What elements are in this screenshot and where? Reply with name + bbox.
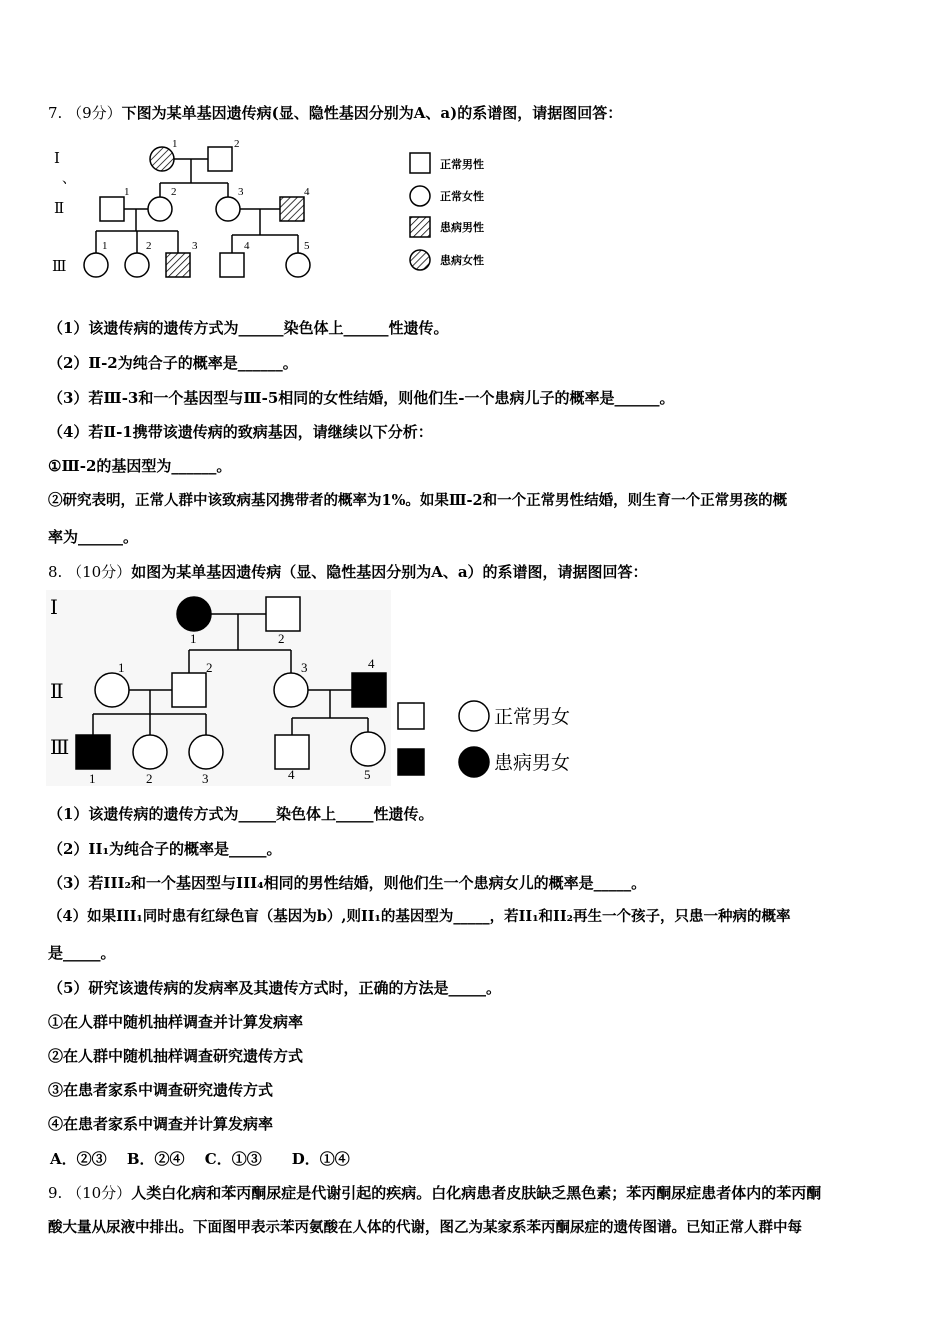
q8-num: 1 <box>118 660 125 675</box>
q7-legend-normal-female-icon <box>410 186 430 206</box>
q7-header: 7. （9分）下图为某单基因遗传病(显、隐性基因分别为A、a)的系谱图，请据图回答： <box>48 104 623 122</box>
q7-II3-normal-female <box>216 197 240 221</box>
q8-gen-II: Ⅱ <box>50 681 64 703</box>
q7-line: ①Ⅲ-2的基因型为______。 <box>48 457 232 475</box>
q7-line: （3）若Ⅲ-3和一个基因型与Ⅲ-5相同的女性结婚，则他们生-一个患病儿子的概率是______。 <box>48 389 675 407</box>
q7-II2-normal-female <box>148 197 172 221</box>
q8-num: 1 <box>190 631 197 646</box>
q8-option-statement: ②在人群中随机抽样调查研究遗传方式 <box>48 1047 304 1065</box>
q8-I2-normal-male <box>266 597 300 631</box>
q8-III2-normal-female <box>133 735 167 769</box>
q8-III3-normal-female <box>189 735 223 769</box>
q8-line: （1）该遗传病的遗传方式为_____染色体上_____性遗传。 <box>48 805 434 823</box>
q7-II1-normal-male <box>100 197 124 221</box>
q8-legend-label: 正常男女 <box>494 707 571 728</box>
q7-pedigree <box>48 135 508 285</box>
q8-gen-I: Ⅰ <box>50 597 58 619</box>
q8-legend-normal-male-icon <box>398 703 424 729</box>
q8-num: 3 <box>301 660 308 675</box>
q7-legend-normal-male-icon <box>410 153 430 173</box>
q7-num: 3 <box>192 240 198 252</box>
q7-mark: 、 <box>62 172 76 187</box>
q8-line: （2）II₁为纯合子的概率是_____。 <box>48 840 282 858</box>
q8-I1-affected-female <box>177 597 211 631</box>
q8-II2-normal-male <box>172 673 206 707</box>
q8-legend-normal-female-icon <box>459 701 489 731</box>
q7-legend-label: 正常男性 <box>440 159 484 171</box>
q7-legend-label: 患病女性 <box>440 255 484 267</box>
q8-num: 1 <box>89 771 96 786</box>
q8-line: （3）若III₂和一个基因型与III₄相同的男性结婚，则他们生一个患病女儿的概率是_____。 <box>48 874 647 892</box>
q7-II4-affected-male <box>280 197 304 221</box>
q7-III4-normal-male <box>220 253 244 277</box>
q7-gen-II: Ⅱ <box>54 201 65 217</box>
q7-III1-normal-female <box>84 253 108 277</box>
q7-num: 2 <box>234 138 240 150</box>
q8-answer-choices: A．②③ B．②④ C．①③ D．①④ <box>50 1150 350 1168</box>
q7-line: （2）Ⅱ-2为纯合子的概率是______。 <box>48 354 298 372</box>
q8-num: 2 <box>146 771 153 786</box>
q7-legend-affected-female-icon <box>410 250 430 270</box>
q8-num: 3 <box>202 771 209 786</box>
q8-III4-normal-male <box>275 735 309 769</box>
q7-I2-normal-male <box>208 147 232 171</box>
q8-legend-affected-female-icon <box>459 747 489 777</box>
q8-III1-affected-male <box>76 735 110 769</box>
q8-num: 5 <box>364 767 371 782</box>
q7-num: 1 <box>172 138 178 150</box>
q7-gen-I: Ⅰ <box>54 151 60 167</box>
q8-III5-normal-female <box>351 732 385 766</box>
q8-option-statement: ①在人群中随机抽样调查并计算发病率 <box>48 1013 304 1031</box>
q8-option-statement: ④在患者家系中调查并计算发病率 <box>48 1115 274 1133</box>
q7-num: 5 <box>304 240 310 252</box>
q7-legend-affected-male-icon <box>410 217 430 237</box>
q7-num: 3 <box>238 186 244 198</box>
q7-III2-normal-female <box>125 253 149 277</box>
q8-line: （4）如果III₁同时患有红绿色盲（基因为b）,则II₁的基因型为_____，若II₁和II₂再生一个孩子，只患一种病的概率 <box>48 908 791 925</box>
q8-num: 2 <box>206 660 213 675</box>
q8-pedigree <box>46 590 586 786</box>
q7-num: 2 <box>146 240 152 252</box>
q8-num: 2 <box>278 631 285 646</box>
q7-line: 率为______。 <box>48 528 139 546</box>
q7-line: ②研究表明，正常人群中该致病基冈携带者的概率为1%。如果Ⅲ-2和一个正常男性结婚，则生育一个正常男孩的概 <box>48 492 788 509</box>
q7-legend-label: 患病男性 <box>440 222 484 234</box>
q8-legend-affected-male-icon <box>398 749 424 775</box>
q8-II4-affected-male <box>352 673 386 707</box>
q8-gen-III: Ⅲ <box>50 737 70 759</box>
q9-line: 酸大量从尿液中排出。下面图甲表示苯丙氨酸在人体的代谢，图乙为某家系苯丙酮尿症的遗传图谱。已知正常人群中每 <box>48 1219 802 1236</box>
q8-line: 是_____。 <box>48 944 116 962</box>
q7-num: 1 <box>124 186 130 198</box>
q7-legend-label: 正常女性 <box>440 191 484 203</box>
q7-num: 4 <box>244 240 250 252</box>
q7-gen-III: Ⅲ <box>52 259 67 275</box>
q9-header: 9. （10分）人类白化病和苯丙酮尿症是代谢引起的疾病。白化病患者皮肤缺乏黑色素；苯丙酮尿症患者体内的苯丙酮 <box>48 1184 822 1202</box>
q7-line: （1）该遗传病的遗传方式为______染色体上______性遗传。 <box>48 319 449 337</box>
q8-option-statement: ③在患者家系中调查研究遗传方式 <box>48 1081 274 1099</box>
q8-header: 8. （10分）如图为某单基因遗传病（显、隐性基因分别为A、a）的系谱图，请据图回答： <box>48 563 648 581</box>
q8-num: 4 <box>368 656 375 671</box>
q7-III5-normal-female <box>286 253 310 277</box>
q8-num: 4 <box>288 767 295 782</box>
q7-num: 2 <box>171 186 177 198</box>
q8-legend-label: 患病男女 <box>494 753 571 774</box>
q8-II3-normal-female <box>274 673 308 707</box>
q7-III3-affected-male <box>166 253 190 277</box>
q7-I1-affected-female <box>150 147 174 171</box>
q8-line: （5）研究该遗传病的发病率及其遗传方式时，正确的方法是_____。 <box>48 979 501 997</box>
q8-II1-normal-female <box>95 673 129 707</box>
q7-line: （4）若Ⅱ-1携带该遗传病的致病基因，请继续以下分析： <box>48 423 433 441</box>
q7-num: 1 <box>102 240 108 252</box>
q7-num: 4 <box>304 186 310 198</box>
